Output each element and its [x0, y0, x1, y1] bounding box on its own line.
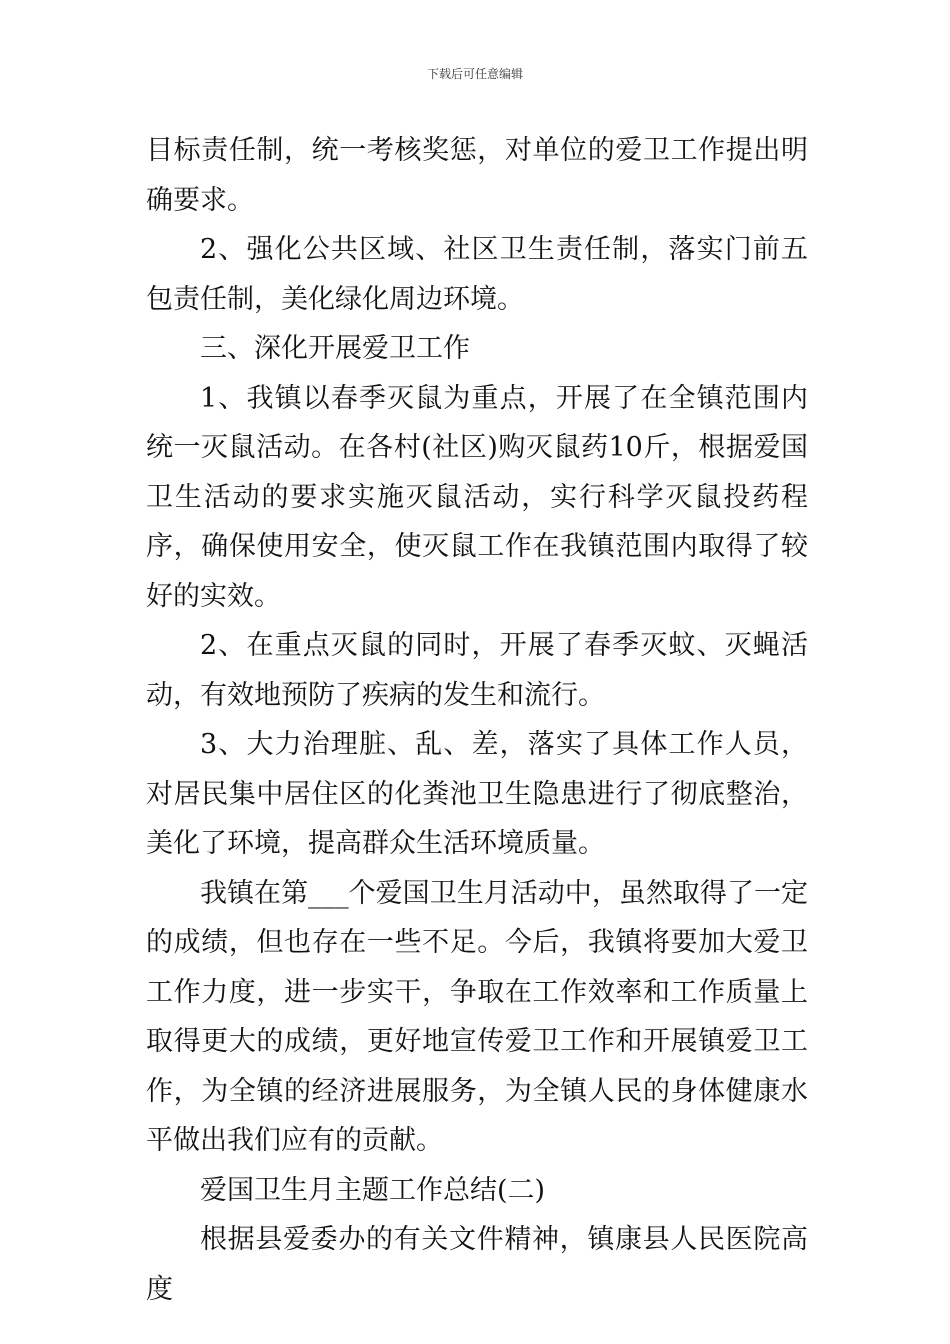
page-header: 下载后可任意编辑	[426, 67, 523, 81]
paragraph-continuation: 目标责任制，统一考核奖惩，对单位的爱卫工作提出明确要求。	[146, 135, 808, 216]
paragraph-part-two-intro: 根据县爱委办的有关文件精神，镇康县人民医院高度	[146, 1224, 808, 1305]
paragraph-item-2-public-areas: 2、强化公共区域、社区卫生责任制，落实门前五包责任制，美化绿化周边环境。	[146, 234, 808, 315]
section-heading-three: 三、深化开展爱卫工作	[200, 333, 470, 364]
paragraph-item-2-mosquito-control: 2、在重点灭鼠的同时，开展了春季灭蚊、灭蝇活动，有效地预防了疾病的发生和流行。	[146, 630, 808, 711]
paragraph-item-3-sanitation: 3、大力治理脏、乱、差，落实了具体工作人员，对居民集中居住区的化粪池卫生隐患进行了彻底整治，美化了环境，提高群众生活环境质量。	[146, 729, 808, 859]
paragraph-summary: 我镇在第___个爱国卫生月活动中，虽然取得了一定的成绩，但也存在一些不足。今后，我镇将要加大爱卫工作力度，进一步实干，争取在工作效率和工作质量上取得更大的成绩，更好地宣传爱卫工作和开展镇爱卫工作，为全镇的经济进展服务，为全镇人民的身体健康水平做出我们应有的贡献。	[146, 877, 808, 1156]
section-title-part-two: 爱国卫生月主题工作总结(二)	[200, 1174, 546, 1206]
paragraph-item-1-rodent-control: 1、我镇以春季灭鼠为重点，开展了在全镇范围内统一灭鼠活动。在各村(社区)购灭鼠药10斤，根据爱国卫生活动的要求实施灭鼠活动，实行科学灭鼠投药程序，确保使用安全，使灭鼠工作在我镇范围内取得了较好的实效。	[146, 382, 808, 612]
document-body	[146, 126, 808, 1314]
